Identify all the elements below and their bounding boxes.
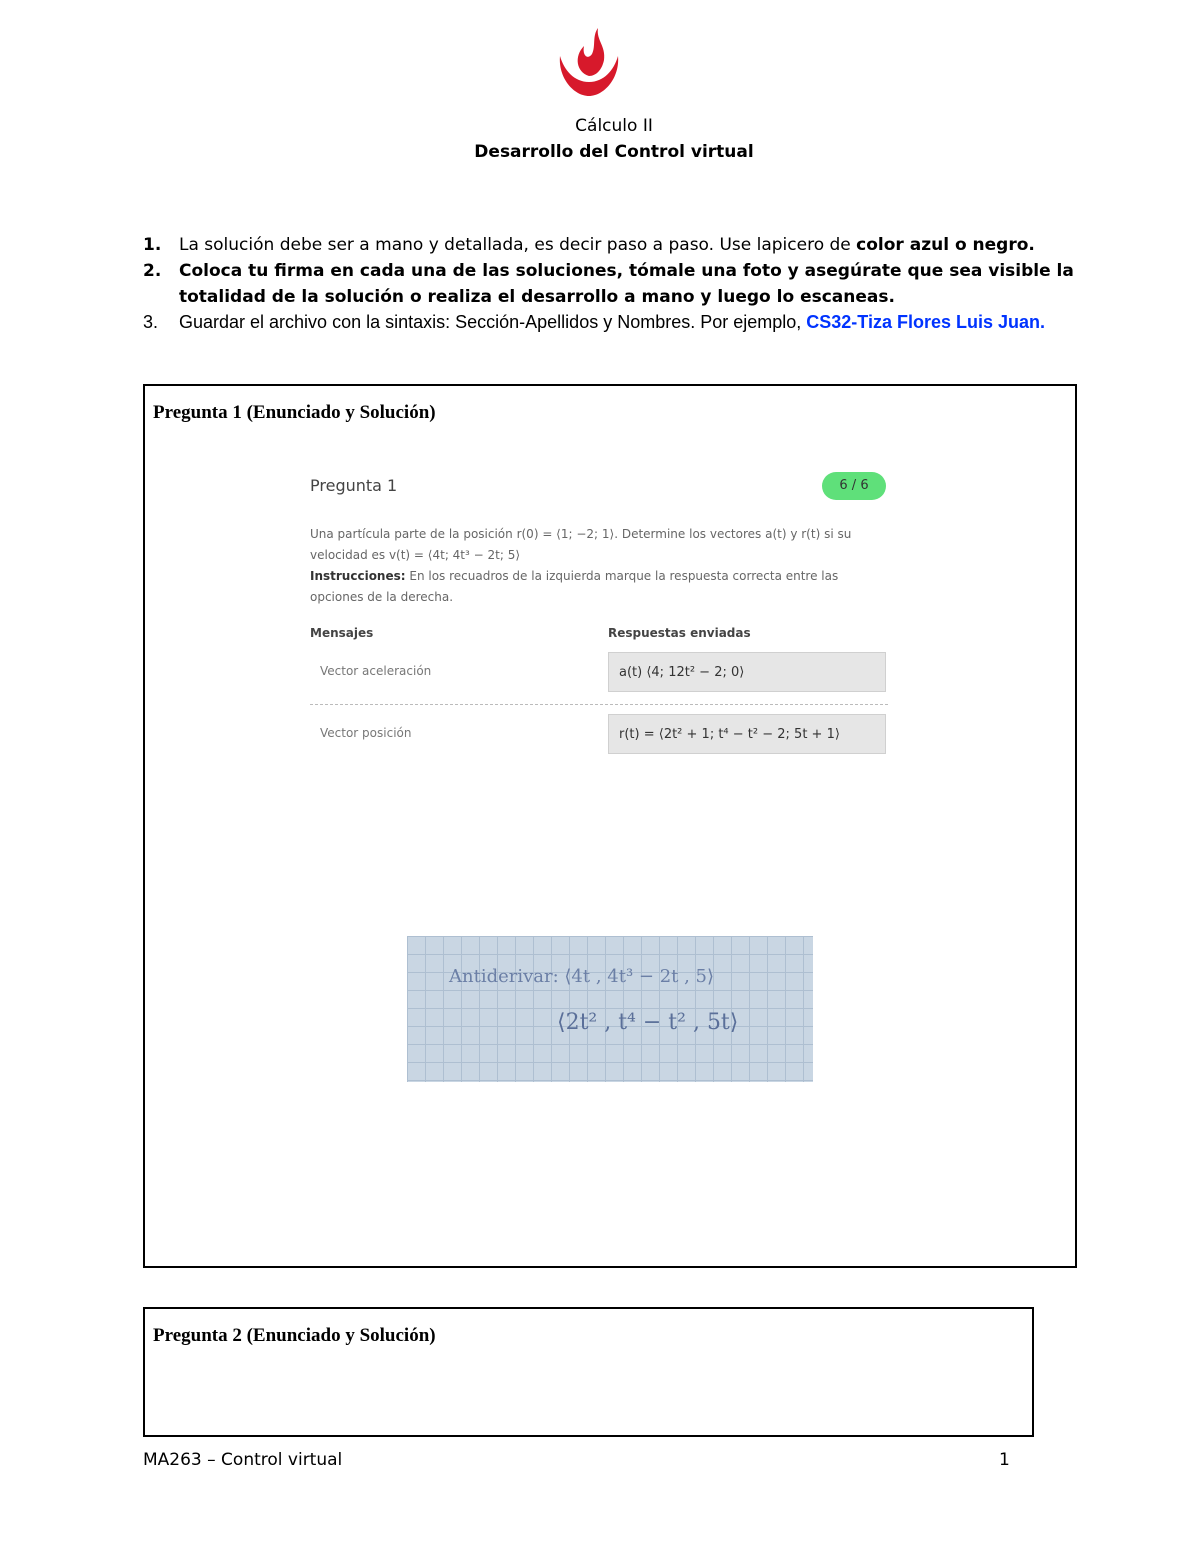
- instruction-text: La solución debe ser a mano y detallada, es decir paso a paso. Use lapicero de: [179, 235, 857, 255]
- score-badge: 6 / 6: [822, 472, 886, 500]
- instruction-item-1: [143, 232, 1088, 258]
- row-divider: [310, 704, 888, 705]
- question-2-heading: Pregunta 2 (Enunciado y Solución): [153, 1325, 436, 1346]
- quiz-title: Pregunta 1: [310, 476, 398, 495]
- quiz-statement: [310, 524, 888, 608]
- answers-column-header: Respuestas enviadas: [608, 626, 751, 640]
- university-logo: [552, 26, 626, 100]
- instruction-number: 3.: [143, 312, 159, 332]
- answer-box: a(t) ⟨4; 12t² − 2; 0⟩: [608, 652, 886, 692]
- instruction-text: Guardar el archivo con la sintaxis: Sección-Apellidos y Nombres. Por ejemplo,: [179, 312, 807, 332]
- handwriting-line: ⟨2t² , t⁴ − t² , 5t⟩: [557, 1010, 739, 1035]
- question-1-box: [143, 384, 1077, 1268]
- messages-column-header: Mensajes: [310, 626, 374, 640]
- instructions-text: En los recuadros de la izquierda marque la respuesta correcta entre las opciones de la derecha.: [310, 569, 839, 604]
- handwriting-line: Antiderivar: ⟨4t , 4t³ − 2t , 5⟩: [449, 966, 715, 987]
- document-subtitle: Desarrollo del Control virtual: [474, 142, 754, 162]
- instruction-number: 1.: [143, 235, 162, 255]
- instruction-item-2: [143, 258, 1088, 310]
- instruction-item-3: [143, 310, 1088, 335]
- page-number: 1: [999, 1450, 1010, 1470]
- question-2-box: [143, 1307, 1034, 1437]
- course-title: Cálculo II: [575, 116, 653, 136]
- instruction-emphasis: color azul o negro.: [856, 235, 1035, 255]
- row-label: Vector aceleración: [320, 664, 432, 678]
- answer-box: r(t) = ⟨2t² + 1; t⁴ − t² − 2; 5t + 1⟩: [608, 714, 886, 754]
- question-1-heading: Pregunta 1 (Enunciado y Solución): [153, 402, 436, 423]
- instruction-text: Coloca tu firma en cada una de las soluciones, tómale una foto y asegúrate que sea visible la totalidad de la solución o realiza el desarrollo a mano y luego lo escaneas.: [179, 261, 1074, 307]
- filename-example: CS32-Tiza Flores Luis Juan.: [806, 312, 1046, 332]
- instructions-list: [143, 232, 1088, 335]
- instruction-number: 2.: [143, 261, 162, 281]
- statement-text: Una partícula parte de la posición r(0) = ⟨1; −2; 1⟩. Determine los vectores a(t) y r(t) si su velocidad es v(t) = ⟨4t; 4t³ − 2t; 5⟩: [310, 527, 852, 562]
- row-label: Vector posición: [320, 726, 412, 740]
- handwritten-solution-photo: [407, 936, 813, 1082]
- footer-course: MA263 – Control virtual: [143, 1450, 343, 1470]
- instructions-label: Instrucciones:: [310, 569, 406, 583]
